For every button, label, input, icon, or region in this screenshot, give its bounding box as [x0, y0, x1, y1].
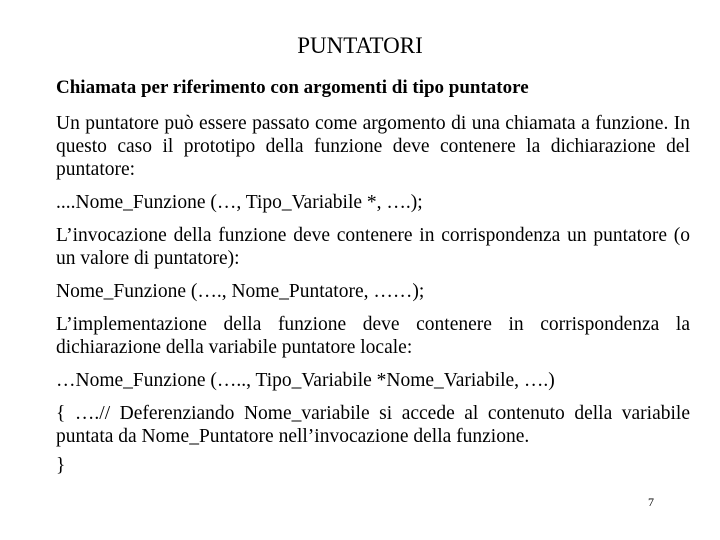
code-prototype: ....Nome_Funzione (…, Tipo_Variabile *, ….); — [56, 192, 423, 213]
slide-title: PUNTATORI — [297, 33, 423, 58]
slide-content — [56, 112, 690, 487]
code-invocation: Nome_Funzione (…., Nome_Puntatore, ……); — [56, 281, 425, 302]
code-body-comment: { ….// Deferenziando Nome_variabile si accede al contenuto della variabile puntata da Nome_Puntatore nell’invocazione della funzione. — [56, 403, 690, 447]
code-closing-brace: } — [56, 455, 66, 476]
paragraph-implementation: L’implementazione della funzione deve contenere in corrispondenza la dichiarazione della variabile puntatore locale: — [56, 314, 690, 358]
paragraph-invocation: L’invocazione della funzione deve contenere in corrispondenza un puntatore (o un valore di puntatore): — [56, 225, 690, 269]
page-number: 7 — [648, 495, 654, 509]
paragraph-intro: Un puntatore può essere passato come argomento di una chiamata a funzione. In questo caso il prototipo della funzione deve contenere la dichiarazione del puntatore: — [56, 113, 690, 180]
code-implementation: …Nome_Funzione (….., Tipo_Variabile *Nome_Variabile, ….) — [56, 370, 555, 391]
slide-subtitle: Chiamata per riferimento con argomenti di tipo puntatore — [56, 77, 529, 98]
